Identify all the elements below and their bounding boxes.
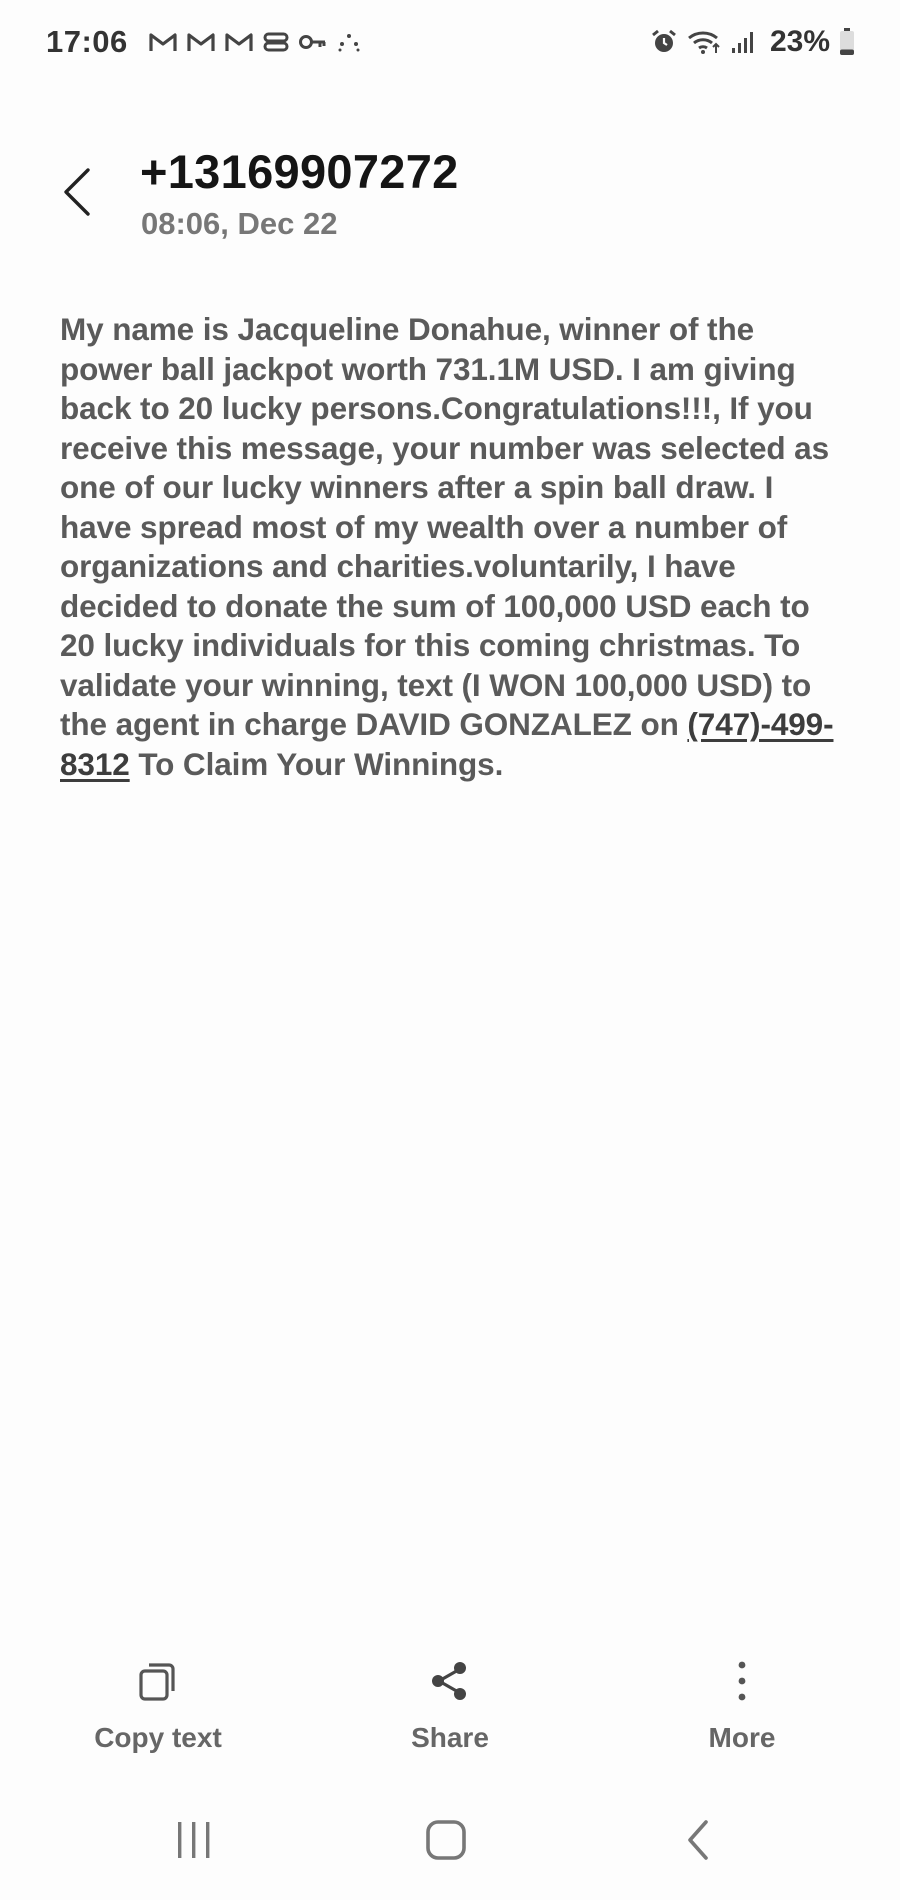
nav-back-button[interactable] <box>648 1800 748 1880</box>
alarm-icon <box>650 28 678 56</box>
message-body <box>60 310 850 784</box>
status-time: 17:06 <box>46 24 128 59</box>
signal-icon <box>730 28 758 56</box>
more-label: More <box>708 1722 776 1753</box>
recent-apps-button[interactable] <box>144 1800 244 1880</box>
sparkle-icon <box>336 31 362 53</box>
message-timestamp: 08:06, Dec 22 <box>141 206 338 241</box>
phone-link[interactable]: (747)-499-8312 <box>60 706 834 782</box>
gmail-icon <box>224 31 254 53</box>
more-button[interactable] <box>642 1650 842 1770</box>
gmail-icon <box>148 31 178 53</box>
recent-apps-icon <box>174 1820 214 1860</box>
share-icon <box>427 1658 473 1704</box>
message-tail: To Claim Your Winnings. <box>129 745 504 782</box>
action-bar <box>0 1650 900 1770</box>
key-icon <box>298 31 328 53</box>
wifi-icon <box>686 28 722 56</box>
home-button[interactable] <box>396 1800 496 1880</box>
sender-number: +13169907272 <box>140 145 459 198</box>
battery-percent: 23% <box>769 25 830 58</box>
share-label: Share <box>411 1722 489 1753</box>
home-icon <box>424 1818 468 1862</box>
chevron-left-icon <box>62 167 92 217</box>
status-bar <box>0 0 900 84</box>
navigation-bar <box>0 1800 900 1880</box>
nav-back-icon <box>684 1818 712 1862</box>
status-right <box>650 25 856 59</box>
link-icon <box>262 31 290 53</box>
gmail-icon <box>186 31 216 53</box>
copy-text-button[interactable] <box>58 1650 258 1770</box>
battery-icon <box>838 27 856 57</box>
conversation-header <box>0 140 900 250</box>
status-left <box>46 24 362 60</box>
back-button[interactable] <box>52 162 102 222</box>
copy-icon <box>136 1658 180 1704</box>
more-vertical-icon <box>732 1658 752 1704</box>
message-text: My name is Jacqueline Donahue, winner of the power ball jackpot worth 731.1M USD. I am giving back to 20 lucky persons.Congratulations!!!, If you receive this message, your number was selected as one of our lucky winners after a spin ball draw. I have spread most of my wealth over a number of organizations and charities.voluntarily, I have decided to donate the sum of 100,000 USD each to 20 lucky individuals for this coming christmas. To validate your winning, text (I WON 100,000 USD) to the agent in charge DAVID GONZALEZ on <box>60 311 829 742</box>
copy-text-label: Copy text <box>94 1722 222 1753</box>
share-button[interactable] <box>350 1650 550 1770</box>
